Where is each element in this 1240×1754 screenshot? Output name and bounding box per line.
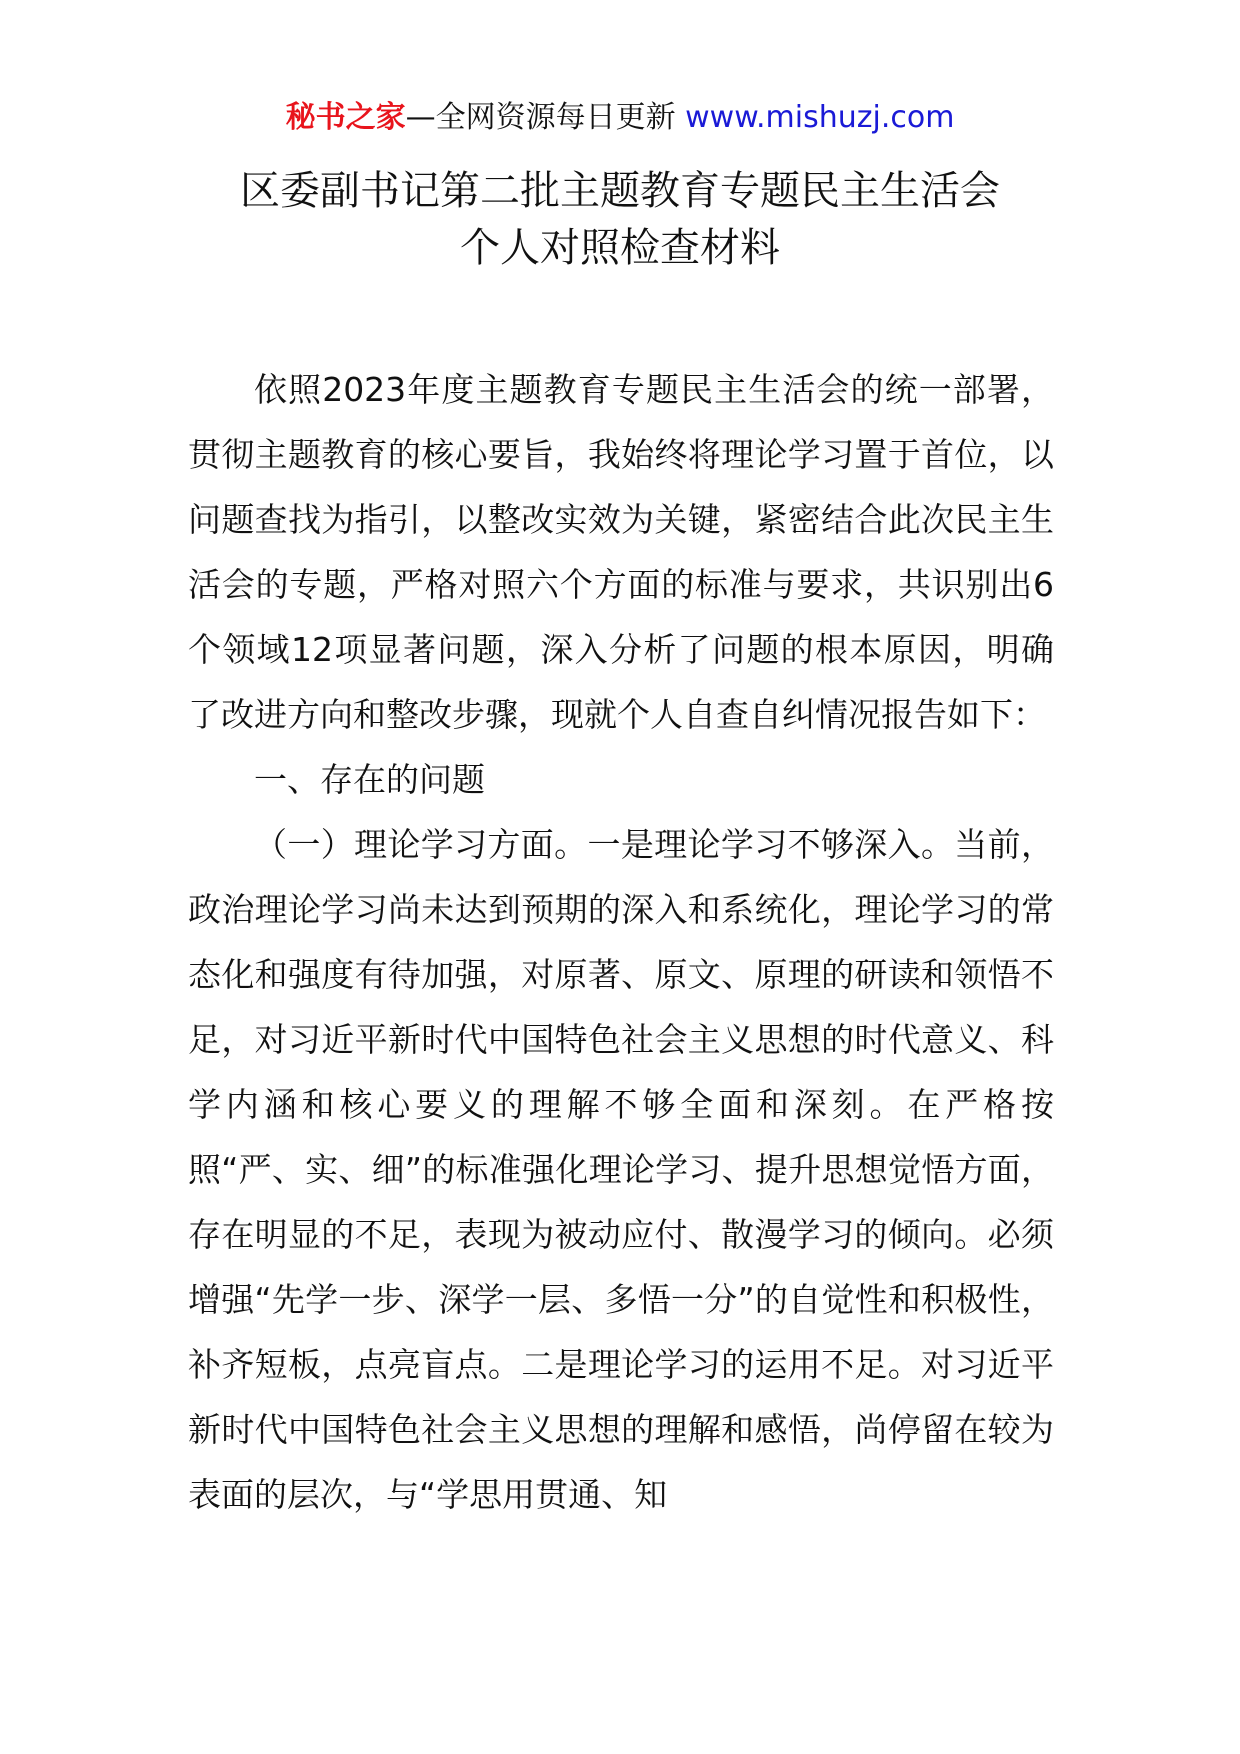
brand-name: 秘书之家 <box>285 100 406 135</box>
intro-paragraph: 依照2023年度主题教育专题民主生活会的统一部署，贯彻主题教育的核心要旨，我始终将理论学习置于首位，以问题查找为指引，以整改实效为关键，紧密结合此次民主生活会的专题，严格对照六个方面的标准与要求，共识别出6个领域12项显著问题，深入分析了问题的根本原因，明确了改进方向和整改步骤，现就个人自查自纠情况报告如下： <box>188 370 1054 734</box>
document-body <box>188 357 1054 1527</box>
document-title <box>0 163 1240 277</box>
title-line-2: 个人对照检查材料 <box>460 225 780 271</box>
site-url-link[interactable]: www.mishuzj.com <box>685 100 955 135</box>
title-line-1: 区委副书记第二批主题教育专题民主生活会 <box>240 168 1000 214</box>
site-header <box>0 98 1240 138</box>
header-tagline: —全网资源每日更新 <box>405 100 686 135</box>
section-heading: 一、存在的问题 <box>254 760 485 799</box>
section-paragraph: （一）理论学习方面。一是理论学习不够深入。当前，政治理论学习尚未达到预期的深入和系统化，理论学习的常态化和强度有待加强，对原著、原文、原理的研读和领悟不足，对习近平新时代中国特色社会主义思想的时代意义、科学内涵和核心要义的理解不够全面和深刻。在严格按照“严、实、细”的标准强化理论学习、提升思想觉悟方面，存在明显的不足，表现为被动应付、散漫学习的倾向。必须增强“先学一步、深学一层、多悟一分”的自觉性和积极性，补齐短板，点亮盲点。二是理论学习的运用不足。对习近平新时代中国特色社会主义思想的理解和感悟，尚停留在较为表面的层次，与“学思用贯通、知 <box>188 825 1054 1514</box>
